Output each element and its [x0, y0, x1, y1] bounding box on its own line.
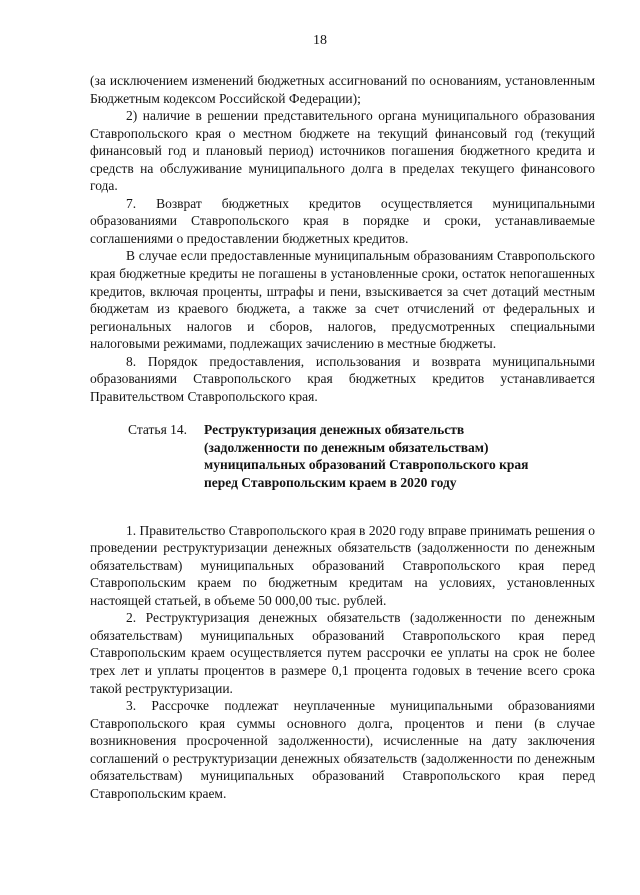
paragraph: 3. Рассрочке подлежат неуплаченные муниципальными образованиями Ставропольского края суммы основного долга, процентов и пени (в случае возникновения просроченной задолженности), исчисленные на дату заключения соглашений о реструктуризации денежных обязательств (задолженности по денежным обязательствам) муниципальных образований Ставропольского края перед Ставропольским краем. [90, 698, 595, 801]
paragraph: 2. Реструктуризация денежных обязательств (задолженности по денежным обязательствам) муниципальных образований Ставропольского края перед Ставропольским краем осуществляется путем рассрочки ее уплаты на срок не более трех лет и уплаты процентов в размере 0,1 процента годовых в течение всего срока такой реструктуризации. [90, 610, 595, 696]
article-title-line: перед Ставропольским краем в 2020 году [204, 475, 457, 491]
paragraph: 8. Порядок предоставления, использования и возврата муниципальными образованиями Ставропольского края бюджетных кредитов устанавливается Правительством Ставропольского края. [90, 353, 595, 404]
paragraph: (за исключением изменений бюджетных ассигнований по основаниям, установленным Бюджетным кодексом Российской Федерации); [90, 73, 595, 106]
paragraph: 2) наличие в решении представительного органа муниципального образования Ставропольского края о местном бюджете на текущий финансовый год (текущий финансовый год и плановый период) источников погашения бюджетного кредита и средств на обслуживание муниципального долга в пределах текущего финансового года. [90, 108, 595, 194]
article-heading [90, 421, 595, 491]
article-title-line: Реструктуризация денежных обязательств [204, 422, 465, 438]
paragraph: 7. Возврат бюджетных кредитов осуществляется муниципальными образованиями Ставропольского края в порядке и сроки, устанавливаемые соглашениями о предоставлении бюджетных кредитов. [90, 195, 595, 246]
paragraph: В случае если предоставленные муниципальным образованиям Ставропольского края бюджетные кредиты не погашены в установленные сроки, остаток непогашенных кредитов, включая проценты, штрафы и пени, взыскивается за счет дотаций местным бюджетам из краевого бюджета, а также за счет отчислений от федеральных и региональных налогов и сборов, налогов, предусмотренных специальными налоговыми режимами, подлежащих зачислению в местные бюджеты. [90, 248, 595, 352]
article-title-line: муниципальных образований Ставропольского края [204, 457, 529, 473]
page-number: 18 [313, 33, 327, 48]
paragraphs-bottom [90, 522, 595, 803]
article-label: Статья 14. [128, 422, 188, 438]
paragraphs-top [90, 72, 595, 405]
article-title-line: (задолженности по денежным обязательствам) [204, 439, 489, 455]
paragraph: 1. Правительство Ставропольского края в 2020 году вправе принимать решения о проведении реструктуризации денежных обязательств (задолженности по денежным обязательствам) муниципальных образований Ставропольского края перед Ставропольским краем по бюджетным кредитам на условиях, установленных настоящей статьей, в объеме 50 000,00 тыс. рублей. [90, 522, 595, 608]
article-title [204, 421, 528, 491]
document-body [90, 72, 595, 802]
